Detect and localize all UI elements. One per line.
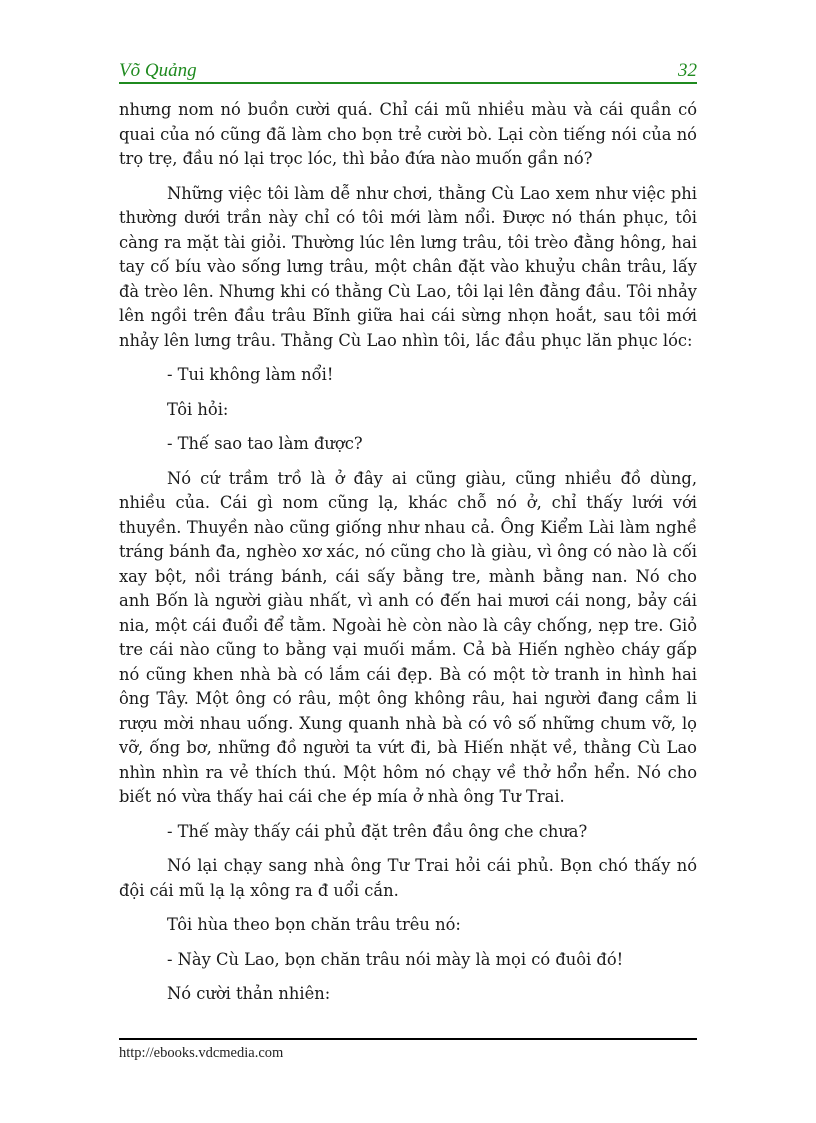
- dialogue-line: Nó cười thản nhiên:: [167, 984, 331, 1003]
- header-author: Võ Quảng: [119, 60, 197, 81]
- paragraph: nhưng nom nó buồn cười quá. Chỉ cái mũ nhiều màu và cái quần có quai của nó cũng đã làm cho bọn trẻ cười bò. Lại còn tiếng nói của nó trọ trẹ, đầu nó lại trọc lóc, thì bảo đứa nào muốn gần nó?: [119, 100, 697, 168]
- dialogue-line: - Này Cù Lao, bọn chăn trâu nói mày là mọi có đuôi đó!: [167, 949, 624, 969]
- footer-url-link[interactable]: http://ebooks.vdcmedia.com: [119, 1045, 284, 1061]
- dialogue-line: - Thế sao tao làm được?: [167, 434, 363, 453]
- page-header: [119, 60, 697, 84]
- page-body: [119, 98, 697, 1017]
- footer-divider: [119, 1038, 697, 1040]
- dialogue-line: Tôi hỏi:: [167, 399, 229, 419]
- paragraph: Những việc tôi làm dễ như chơi, thằng Cù Lao xem như việc phi thường dưới trần này chỉ có tôi mới làm nổi. Được nó thán phục, tôi càng ra mặt tài giỏi. Thường lúc lên lưng trâu, tôi trèo đằng hông, hai tay cố bíu vào sống lưng trâu, một chân đặt vào khuỷu chân trâu, lấy đà trèo lên. Nhưng khi có thằng Cù Lao, tôi lại lên đằng đầu. Tôi nhảy lên ngồi trên đầu trâu Bĩnh giữa hai cái sừng nhọn hoắt, sau tôi mới nhảy lên lưng trâu. Thằng Cù Lao nhìn tôi, lắc đầu phục lăn phục lóc:: [119, 183, 697, 350]
- header-page-number: 32: [678, 60, 697, 81]
- dialogue-line: Tôi hùa theo bọn chăn trâu trêu nó:: [167, 915, 461, 934]
- dialogue-line: - Thế mày thấy cái phủ đặt trên đầu ông che chưa?: [167, 821, 588, 841]
- dialogue-line: - Tui không làm nổi!: [167, 365, 334, 384]
- paragraph: Nó cứ trầm trồ là ở đây ai cũng giàu, cũng nhiều đồ dùng, nhiều của. Cái gì nom cũng lạ, khác chỗ nó ở, chỉ thấy lưới với thuyền. Thuyền nào cũng giống như nhau cả. Ông Kiểm Lài làm nghề tráng bánh đa, nghèo xơ xác, nó cũng cho là giàu, vì ông có nào là cối xay bột, nồi tráng bánh, cái sấy bằng tre, mành bằng nan. Nó cho anh Bốn là người giàu nhất, vì anh có đến hai mươi cái nong, bảy cái nia, một cái đuổi để tằm. Ngoài hè còn nào là cây chống, nẹp tre. Giỏ tre cái nào cũng to bằng vại muối mắm. Cả bà Hiến nghèo cháy gấp nó cũng khen nhà bà có lắm cái đẹp. Bà có một tờ tranh in hình hai ông Tây. Một ông có râu, một ông không râu, hai người đang cầm li rượu mời nhau uống. Xung quanh nhà bà có vô số những chum vỡ, lọ vỡ, ống bơ, những đồ người ta vứt đi, bà Hiến nhặt về, thằng Cù Lao nhìn nhìn ra vẻ thích thú. Một hôm nó chạy về thở hổn hển. Nó cho biết nó vừa thấy hai cái che ép mía ở nhà ông Tư Trai.: [119, 468, 697, 806]
- paragraph: Nó lại chạy sang nhà ông Tư Trai hỏi cái phủ. Bọn chó thấy nó đội cái mũ lạ lạ xông ra đ uổi cắn.: [119, 856, 697, 900]
